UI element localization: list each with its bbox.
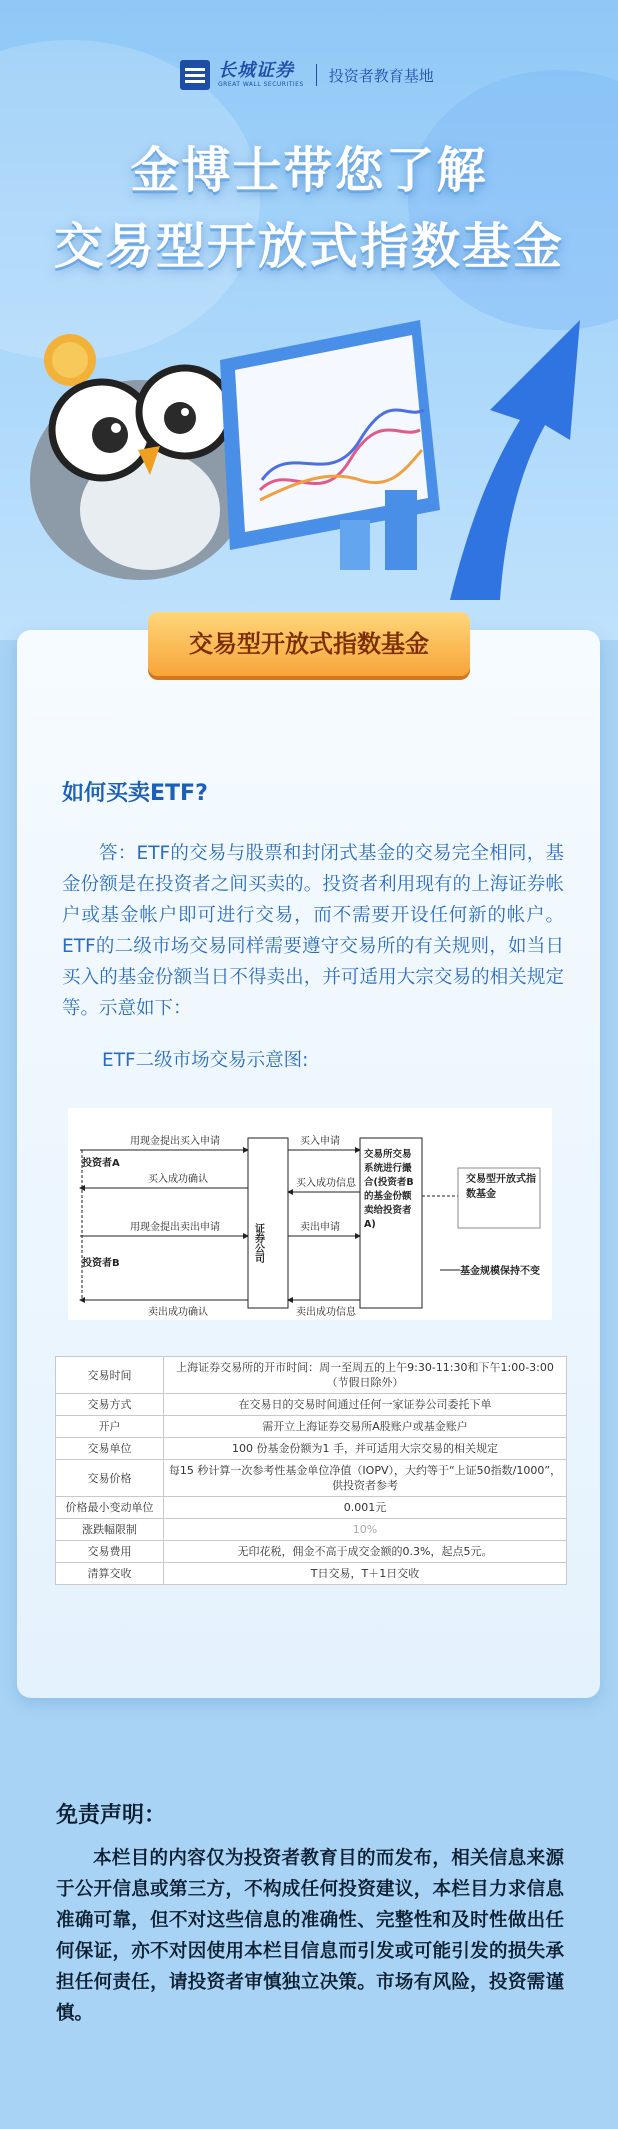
table-key-cell: 价格最小变动单位 xyxy=(56,1497,164,1519)
table-value-cell: 需开立上海证券交易所A股账户或基金账户 xyxy=(164,1416,567,1438)
page-title-line2: 交易型开放式指数基金 xyxy=(53,218,564,275)
table-row xyxy=(56,1541,567,1563)
table-row xyxy=(56,1416,567,1438)
investor-b-label: 投资者B xyxy=(82,1258,120,1269)
investor-a-label: 投资者A xyxy=(82,1158,120,1169)
sell-cash-label: 用现金提出卖出申请 xyxy=(130,1222,220,1233)
trading-flow-diagram xyxy=(68,1108,552,1320)
brand-base-label: 投资者教育基地 xyxy=(328,66,434,85)
table-value-cell: 无印花税，佣金不高于成交金额的0.3%，起点5元。 xyxy=(164,1541,567,1563)
hero-banner xyxy=(0,0,618,640)
question-heading: 如何买卖ETF? xyxy=(62,781,208,806)
table-key-cell: 交易时间 xyxy=(56,1357,164,1394)
buy-cash-label: 用现金提出买入申请 xyxy=(130,1136,220,1147)
table-key-cell: 交易价格 xyxy=(56,1460,164,1497)
buy-request-label: 买入申请 xyxy=(300,1136,340,1147)
broker-label: 证券公司 xyxy=(252,1223,264,1263)
table-row xyxy=(56,1357,567,1394)
page-title-line1: 金博士带您了解 xyxy=(130,142,488,199)
growth-arrow-icon xyxy=(410,300,590,600)
sell-request-label: 卖出申请 xyxy=(300,1222,340,1233)
table-value-cell: 0.001元 xyxy=(164,1497,567,1519)
table-key-cell: 开户 xyxy=(56,1416,164,1438)
sell-confirm-label: 卖出成功确认 xyxy=(148,1307,208,1318)
table-value-cell: 在交易日的交易时间通过任何一家证券公司委托下单 xyxy=(164,1394,567,1416)
table-row xyxy=(56,1497,567,1519)
sell-info-label: 卖出成功信息 xyxy=(296,1307,356,1318)
table-key-cell: 涨跌幅限制 xyxy=(56,1519,164,1541)
table-value-cell: 100 份基金份额为1 手，并可适用大宗交易的相关规定 xyxy=(164,1438,567,1460)
brand-name-cn: 长城证券 xyxy=(218,60,294,81)
etf-trading-rules-table xyxy=(55,1356,567,1585)
table-row xyxy=(56,1563,567,1585)
table-key-cell: 交易费用 xyxy=(56,1541,164,1563)
table-key-cell: 交易单位 xyxy=(56,1438,164,1460)
divider xyxy=(316,64,317,86)
exchange-system-label: 交易所交易系统进行撮合(投资者B的基金份额卖给投资者A) xyxy=(364,1149,414,1230)
disclaimer-body: 本栏目的内容仅为投资者教育目的而发布，相关信息来源于公开信息或第三方，不构成任何投资建议，本栏目力求信息准确可靠，但不对这些信息的准确性、完整性和及时性做出任何保证，亦不对因使用本栏目信息而引发或可能引发的损失承担任何责任，请投资者审慎独立决策。市场有风险，投资需谨慎。 xyxy=(56,1848,564,2024)
great-wall-logo-icon xyxy=(180,60,210,90)
buy-info-label: 买入成功信息 xyxy=(296,1178,356,1189)
table-row xyxy=(56,1394,567,1416)
section-tag: 交易型开放式指数基金 xyxy=(148,612,470,676)
table-value-cell: 10% xyxy=(164,1519,567,1541)
disclaimer-title: 免责声明： xyxy=(56,1803,167,1828)
table-value-cell: T日交易，T＋1日交收 xyxy=(164,1563,567,1585)
table-value-cell: 上海证券交易所的开市时间：周一至周五的上午9:30-11:30和下午1:00-3:00（节假日除外） xyxy=(164,1357,567,1394)
table-row xyxy=(56,1438,567,1460)
table-key-cell: 清算交收 xyxy=(56,1563,164,1585)
brand-name-en: GREAT WALL SECURITIES xyxy=(218,81,304,88)
brand-logo xyxy=(180,58,434,92)
table-row xyxy=(56,1460,567,1497)
diagram-caption: ETF二级市场交易示意图: xyxy=(102,1050,309,1071)
etf-box-label: 交易型开放式指数基金 xyxy=(466,1174,536,1200)
buy-confirm-label: 买入成功确认 xyxy=(148,1174,208,1185)
table-row xyxy=(56,1519,567,1541)
table-value-cell: 每15 秒计算一次参考性基金单位净值（IOPV），大约等于“上证50指数/1000”，供投资者参考 xyxy=(164,1460,567,1497)
scale-note-label: 基金规模保持不变 xyxy=(460,1266,540,1277)
table-key-cell: 交易方式 xyxy=(56,1394,164,1416)
answer-paragraph: 答：ETF的交易与股票和封闭式基金的交易完全相同，基金份额是在投资者之间买卖的。投资者利用现有的上海证券帐户或基金帐户即可进行交易，而不需要开设任何新的帐户。ETF的二级市场交易同样需要遵守交易所的有关规则，如当日买入的基金份额当日不得卖出，并可适用大宗交易的相关规定等。示意如下： xyxy=(62,843,564,1019)
